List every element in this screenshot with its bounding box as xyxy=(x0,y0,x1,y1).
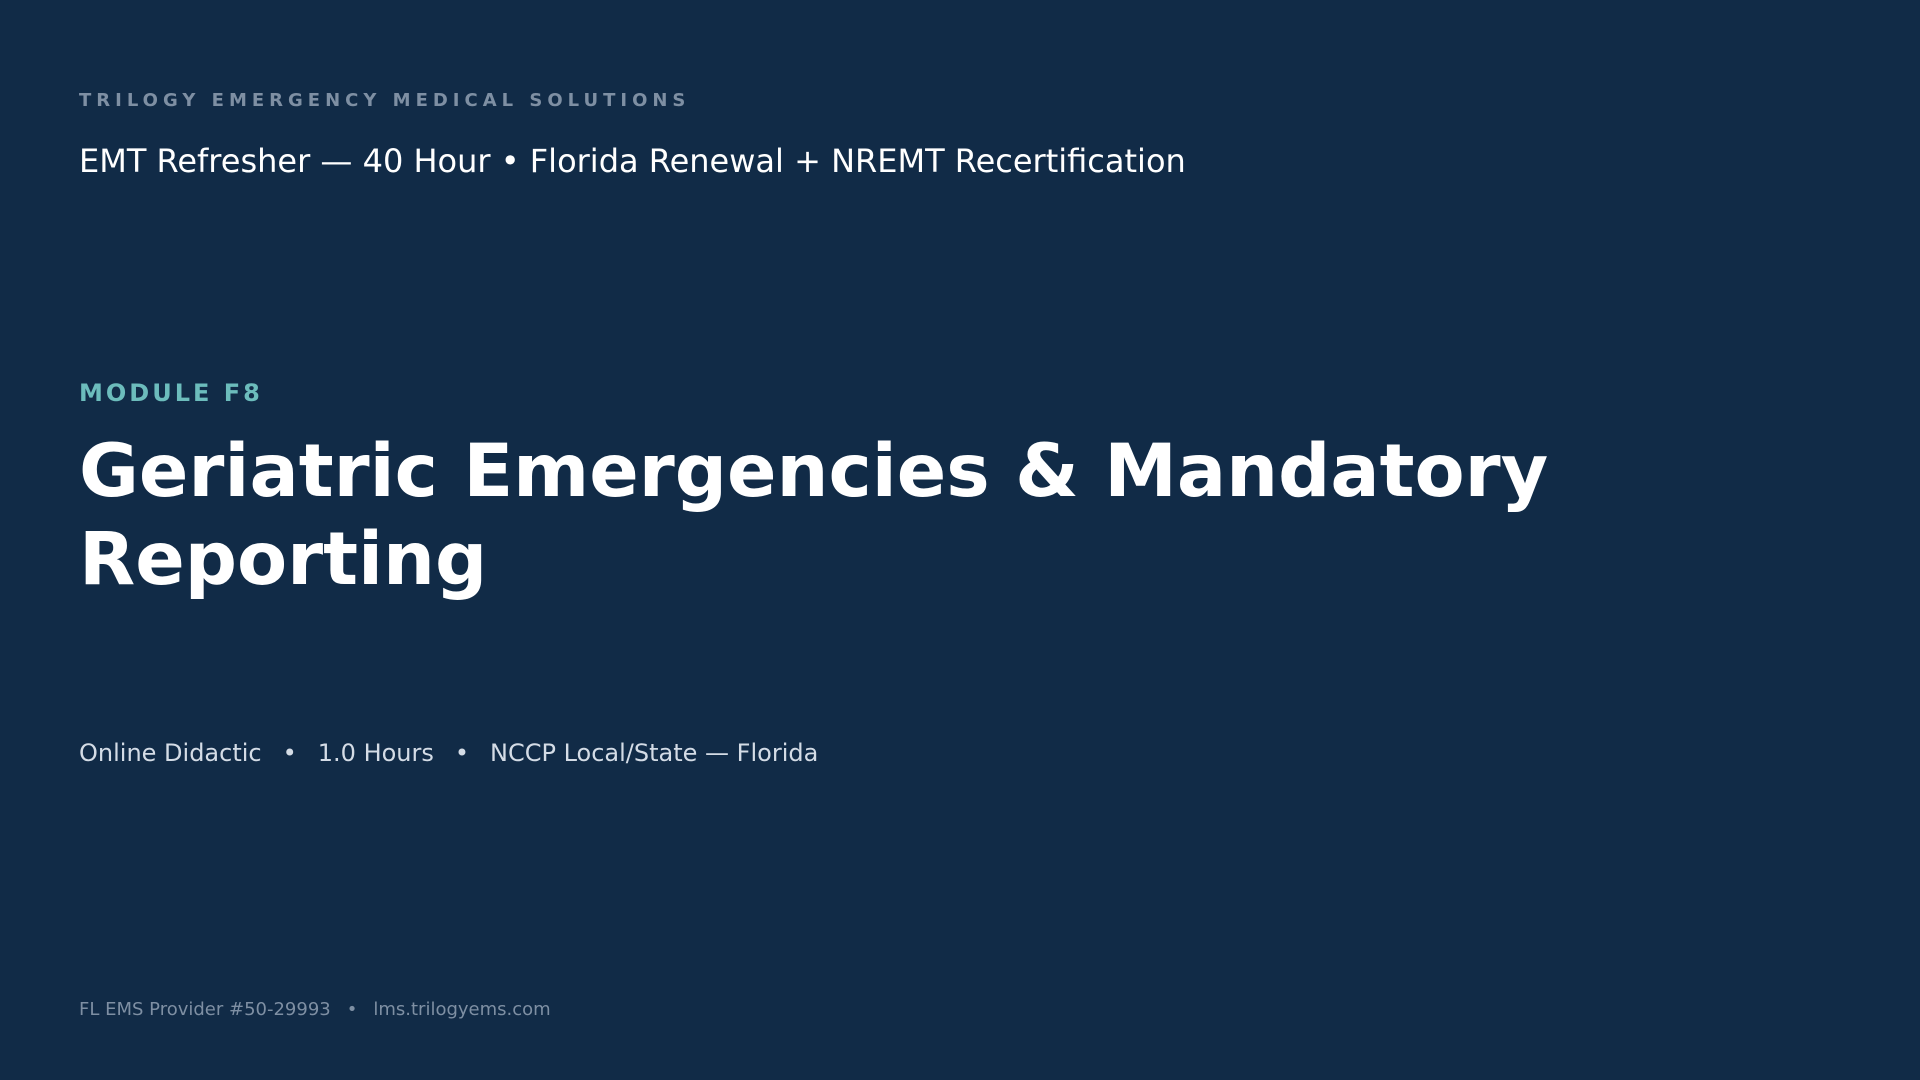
footer xyxy=(79,999,551,1020)
meta-separator: • xyxy=(454,739,470,767)
module-label: MODULE F8 xyxy=(79,379,263,407)
module-meta xyxy=(79,739,818,767)
nccp-category: NCCP Local/State — Florida xyxy=(490,739,819,767)
provider-number: FL EMS Provider #50-29993 xyxy=(79,999,331,1020)
course-title: EMT Refresher — 40 Hour • Florida Renewal + NREMT Recertification xyxy=(79,142,1186,180)
credit-hours: 1.0 Hours xyxy=(317,739,434,767)
lms-url: lms.trilogyems.com xyxy=(373,999,551,1020)
delivery-format: Online Didactic xyxy=(79,739,262,767)
meta-separator: • xyxy=(282,739,297,767)
organization-name: TRILOGY EMERGENCY MEDICAL SOLUTIONS xyxy=(79,90,691,111)
footer-separator: • xyxy=(346,999,358,1020)
page-title: Geriatric Emergencies & Mandatory Reporting xyxy=(79,429,1549,602)
